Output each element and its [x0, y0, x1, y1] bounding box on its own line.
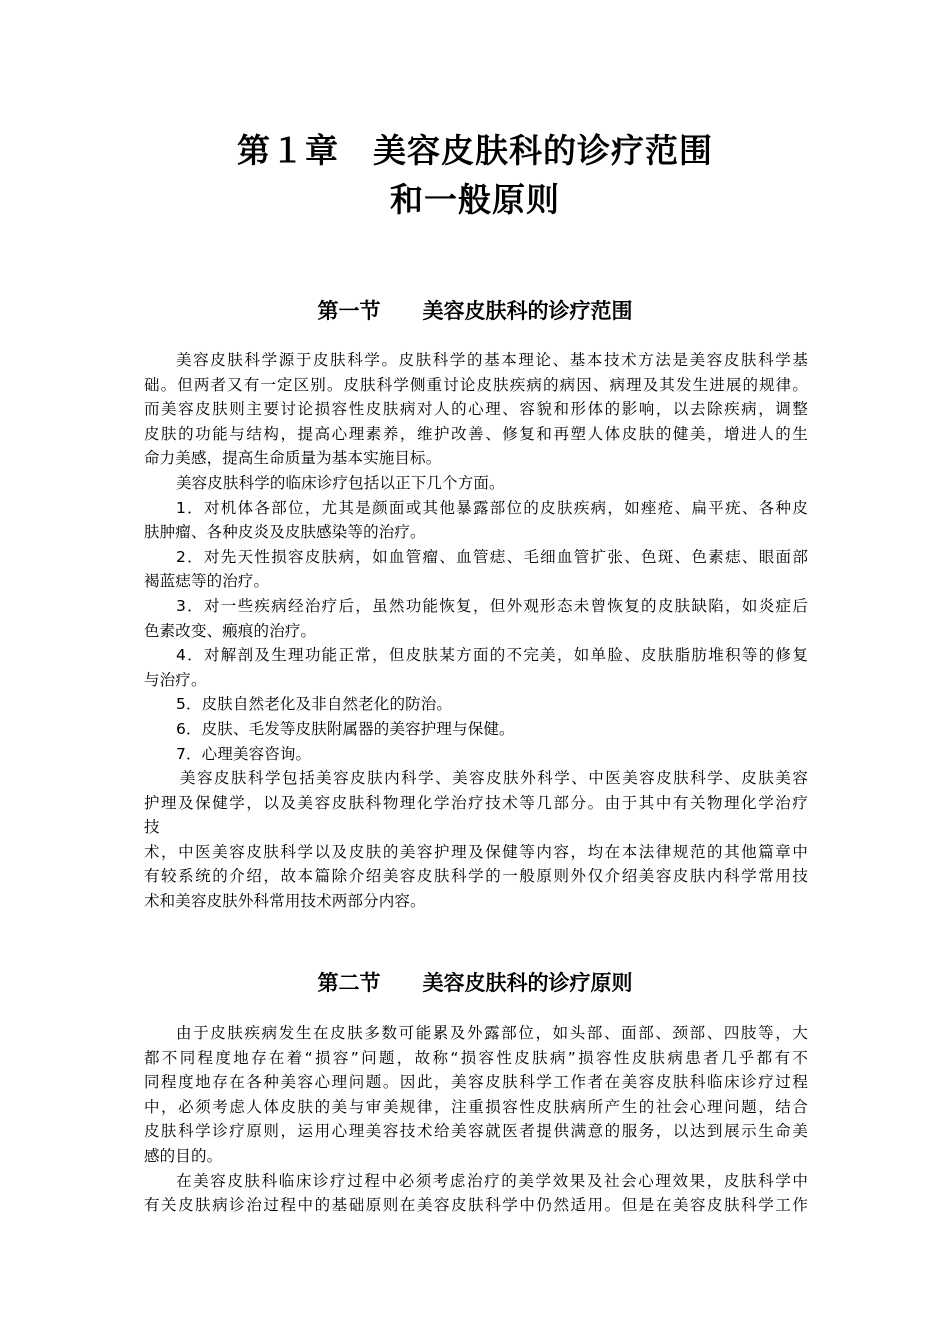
- paragraph-line: 美容皮肤科学源于皮肤科学。皮肤科学的基本理论、基本技术方法是美容皮肤科学基: [176, 351, 808, 369]
- paragraph-line: 命力美感，提高生命质量为基本实施目标。: [144, 449, 442, 468]
- paragraph-line: 有较系统的介绍，故本篇除介绍美容皮肤科学的一般原则外仅介绍美容皮肤内科学常用技: [144, 867, 808, 886]
- paragraph-line: 中，必须考虑人体皮肤的美与审美规律，注重损容性皮肤病所产生的社会心理问题，结合: [144, 1097, 808, 1116]
- paragraph-line: 都不同程度地存在着“损容”问题，故称“损容性皮肤病”损容性皮肤病患者几乎都有不: [144, 1048, 808, 1067]
- list-item-line: 6．皮肤、毛发等皮肤附属器的美容护理与保健。: [176, 719, 515, 738]
- paragraph-line: 护理及保健学，以及美容皮肤科物理化学治疗技术等几部分。由于其中有关物理化学治疗: [144, 793, 808, 812]
- paragraph-line: 由于皮肤疾病发生在皮肤多数可能累及外露部位，如头部、面部、颈部、四肢等，大: [176, 1024, 808, 1042]
- chapter-title-line-2: 和一般原则: [390, 180, 560, 219]
- list-item-line: 4．对解剖及生理功能正常，但皮肤某方面的不完美，如单脸、皮肤脂肪堆积等的修复: [176, 646, 808, 665]
- paragraph-line: 技: [144, 818, 160, 837]
- paragraph-line: 术和美容皮肤外科常用技术两部分内容。: [144, 892, 426, 911]
- list-item-line: 褐蓝痣等的治疗。: [144, 572, 270, 591]
- paragraph-line: 术，中医美容皮肤科学以及皮肤的美容护理及保健等内容，均在本法律规范的其他篇章中: [144, 842, 808, 861]
- paragraph-line: 皮肤的功能与结构，提高心理素养，维护改善、修复和再塑人体皮肤的健美，增进人的生: [144, 424, 808, 443]
- paragraph-line: 础。但两者又有一定区别。皮肤科学侧重讨论皮肤疾病的病因、病理及其发生进展的规律。: [144, 375, 808, 394]
- paragraph-line: 皮肤科学诊疗原则，运用心理美容技术给美容就医者提供满意的服务，以达到展示生命美: [144, 1122, 808, 1141]
- paragraph-line: 而美容皮肤则主要讨论损容性皮肤病对人的心理、容貌和形体的影响，以去除疾病，调整: [144, 400, 808, 419]
- list-item-line: 1．对机体各部位，尤其是颜面或其他暴露部位的皮肤疾病，如痤疮、扁平疣、各种皮: [176, 498, 808, 517]
- section-2-title: 第二节 美容皮肤科的诊疗原则: [317, 971, 633, 995]
- chapter-title-line-1: 第１章 美容皮肤科的诊疗范围: [237, 131, 713, 170]
- list-item-line: 2．对先天性损容皮肤病，如血管瘤、血管痣、毛细血管扩张、色斑、色素痣、眼面部: [176, 547, 808, 566]
- list-item-line: 与治疗。: [144, 670, 207, 689]
- list-item-line: 肤肿瘤、各种皮炎及皮肤感染等的治疗。: [144, 523, 426, 542]
- section-2-body: [144, 1021, 808, 1218]
- paragraph-line: 美容皮肤科学包括美容皮肤内科学、美容皮肤外科学、中医美容皮肤科学、皮肤美容: [180, 769, 808, 788]
- paragraph-line: 在美容皮肤科临床诊疗过程中必须考虑治疗的美学效果及社会心理效果，皮肤科学中: [176, 1171, 808, 1190]
- section-1-title: 第一节 美容皮肤科的诊疗范围: [317, 299, 633, 323]
- section-1-body: [144, 348, 808, 914]
- paragraph-line: 感的目的。: [144, 1146, 223, 1165]
- list-item-line: 7．心理美容咨询。: [176, 744, 312, 763]
- list-item-line: 5．皮肤自然老化及非自然老化的防治。: [176, 695, 453, 714]
- paragraph-line: 有关皮肤病诊治过程中的基础原则在美容皮肤科学中仍然适用。但是在美容皮肤科学工作: [144, 1196, 808, 1215]
- list-item-line: 3．对一些疾病经治疗后，虽然功能恢复，但外观形态未曾恢复的皮肤缺陷，如炎症后: [176, 596, 808, 615]
- paragraph-line: 同程度地存在各种美容心理问题。因此，美容皮肤科学工作者在美容皮肤科临床诊疗过程: [144, 1073, 808, 1092]
- list-item-line: 色素改变、瘢痕的治疗。: [144, 621, 317, 640]
- paragraph-line: 美容皮肤科学的临床诊疗包括以正下几个方面。: [176, 473, 505, 492]
